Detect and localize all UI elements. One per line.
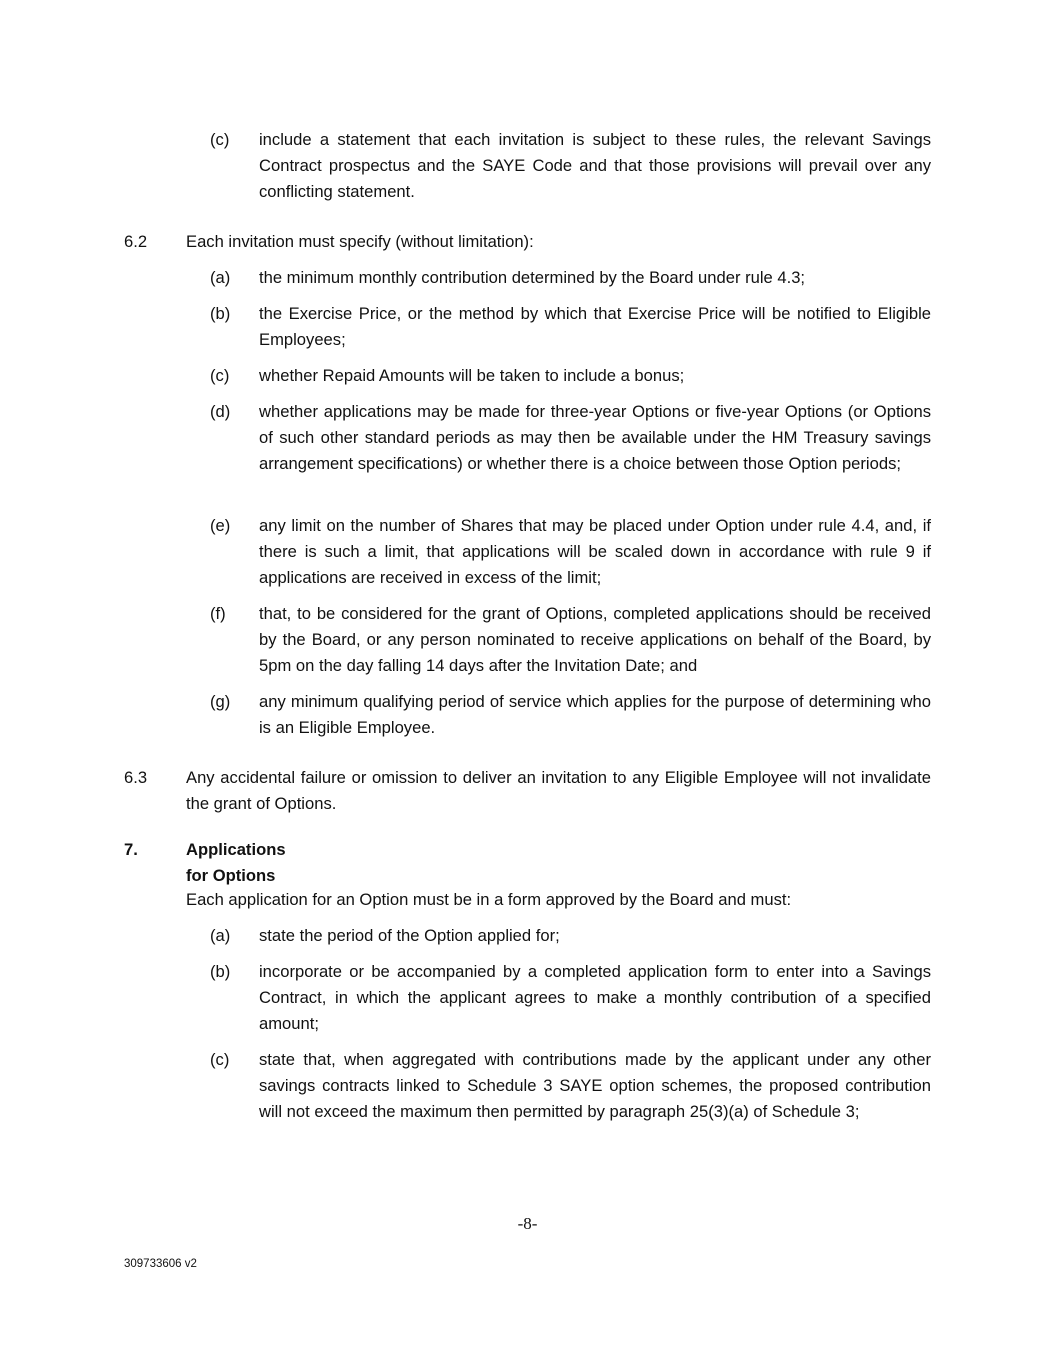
item-text: the minimum monthly contribution determined by the Board under rule 4.3;	[259, 268, 806, 287]
item-label: (e)	[210, 516, 231, 535]
item-text: state the period of the Option applied for;	[259, 926, 560, 945]
item-label: (g)	[210, 692, 231, 711]
item-text: incorporate or be accompanied by a completed application form to enter into a Savings Contract, in which the applicant agrees to make a monthly contribution of a specified amount;	[259, 962, 931, 1033]
section-title: Applications for Options	[186, 840, 286, 885]
page-number: -8-	[517, 1214, 538, 1233]
section-number: 7.	[124, 840, 138, 859]
intro-text: Each application for an Option must be in a form approved by the Board and must:	[186, 890, 792, 909]
clause-intro: Each invitation must specify (without limitation):	[186, 232, 534, 251]
item-text: that, to be considered for the grant of Options, completed applications should be received by the Board, or any person nominated to receive applications on behalf of the Board, by 5pm on the day falling 14 days after the Invitation Date; and	[259, 604, 931, 675]
clause-number: 6.2	[124, 232, 148, 251]
clause-number: 6.3	[124, 768, 148, 787]
item-label: (c)	[210, 1050, 230, 1069]
item-label: (f)	[210, 604, 226, 623]
item-text: any limit on the number of Shares that may be placed under Option under rule 4.4, and, if there is such a limit, that applications will be scaled down in accordance with rule 9 if applications are received in excess of the limit;	[259, 516, 931, 587]
item-label: (a)	[210, 926, 231, 945]
item-label: (b)	[210, 304, 231, 323]
item-text: whether Repaid Amounts will be taken to include a bonus;	[259, 366, 685, 385]
clause-text: Any accidental failure or omission to deliver an invitation to any Eligible Employee will not invalidate the grant of Options.	[186, 768, 931, 813]
document-id: 309733606 v2	[124, 1258, 197, 1270]
item-label: (c)	[210, 366, 230, 385]
item-text: any minimum qualifying period of service which applies for the purpose of determining who is an Eligible Employee.	[259, 692, 931, 737]
item-label: (b)	[210, 962, 231, 981]
item-label: (d)	[210, 402, 231, 421]
item-text: the Exercise Price, or the method by which that Exercise Price will be notified to Eligible Employees;	[259, 304, 931, 349]
item-label: (a)	[210, 268, 231, 287]
item-text: state that, when aggregated with contributions made by the applicant under any other savings contracts linked to Schedule 3 SAYE option schemes, the proposed contribution will not exceed the maximum then permitted by paragraph 25(3)(a) of Schedule 3;	[259, 1050, 931, 1121]
item-label: (c)	[210, 130, 230, 149]
item-text: include a statement that each invitation is subject to these rules, the relevant Savings Contract prospectus and the SAYE Code and that those provisions will prevail over any conflicting statement.	[259, 130, 931, 201]
item-text: whether applications may be made for three-year Options or five-year Options (or Options of such other standard periods as may then be available under the HM Treasury savings arrangement specifications) or whether there is a choice between those Option periods;	[259, 402, 931, 473]
